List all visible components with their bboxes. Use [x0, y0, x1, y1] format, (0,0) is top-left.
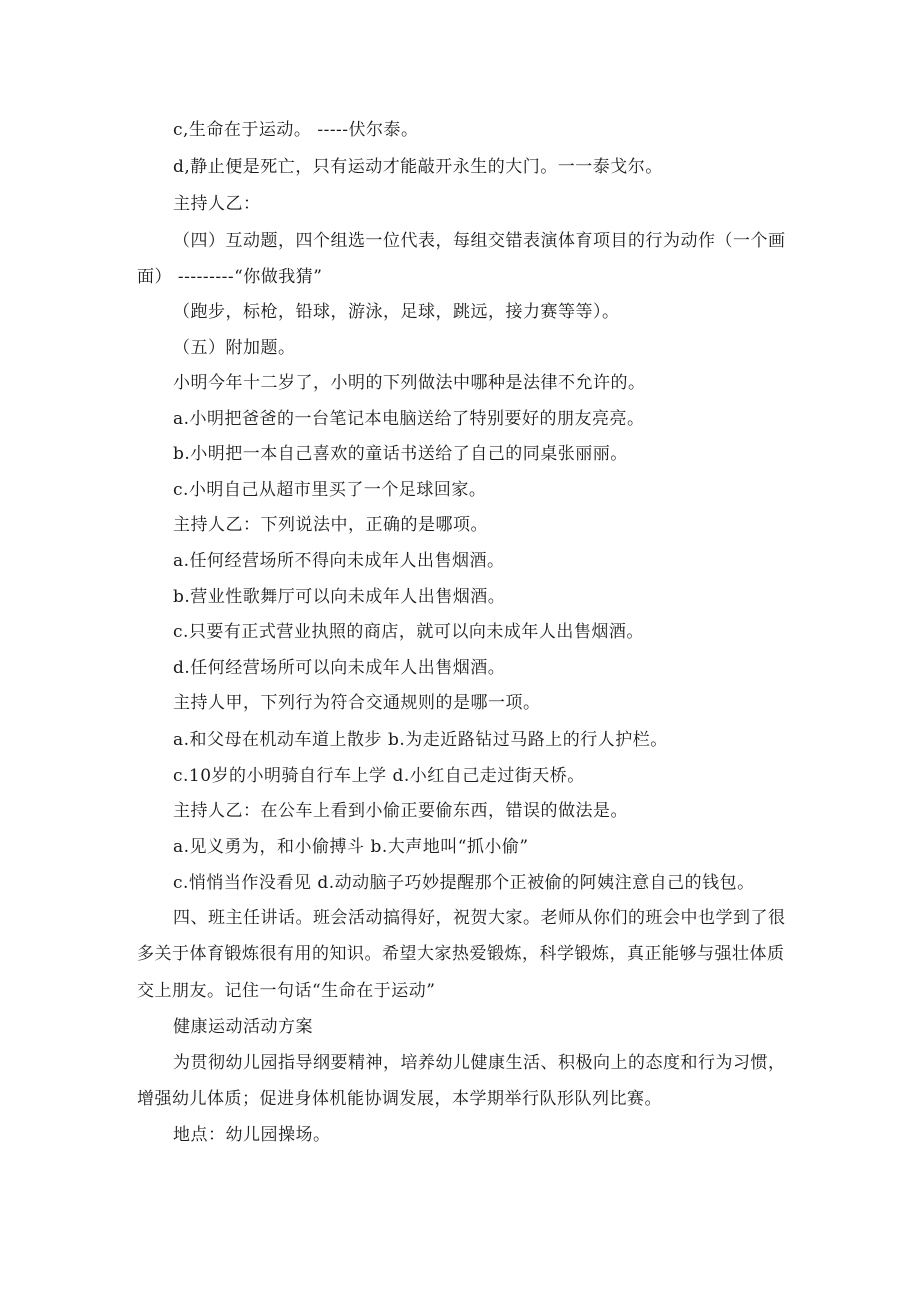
text-line: c.小明自己从超市里买了一个足球回家。 [173, 480, 487, 500]
text-line: c,生命在于运动。 -----伏尔泰。 [173, 120, 419, 140]
text-line: d,静止便是死亡，只有运动才能敲开永生的大门。一一泰戈尔。 [173, 157, 663, 177]
text-line: 四、班主任讲话。班会活动搞得好，祝贺大家。老师从你们的班会中也学到了很 [173, 908, 786, 928]
text-line: c.只要有正式营业执照的商店，就可以向未成年人出售烟酒。 [173, 622, 644, 642]
text-line: 增强幼儿体质；促进身体机能协调发展，本学期举行队形队列比赛。 [137, 1089, 662, 1109]
text-line: d.任何经营场所可以向未成年人出售烟酒。 [173, 658, 506, 678]
section-heading: 健康运动活动方案 [173, 1017, 313, 1037]
text-line: 交上朋友。记住一句话“生命在于运动” [137, 981, 436, 1001]
text-line: a.见义勇为，和小偷搏斗 b.大声地叫“抓小偷” [173, 837, 529, 857]
text-line: a.任何经营场所不得向未成年人出售烟酒。 [173, 551, 505, 571]
text-line: （四）互动题，四个组选一位代表，每组交错表演体育项目的行为动作（一个画 [173, 231, 786, 251]
text-line: 主持人乙：在公车上看到小偷正要偷东西，错误的做法是。 [173, 801, 628, 821]
text-line: 小明今年十二岁了，小明的下列做法中哪种是法律不允许的。 [173, 373, 646, 393]
text-line: 多关于体育锻炼很有用的知识。希望大家热爱锻炼，科学锻炼，真正能够与强壮体质 [137, 944, 785, 964]
text-line: 面） ---------“你做我猜” [137, 267, 323, 287]
text-line: 主持人乙：下列说法中，正确的是哪项。 [173, 515, 488, 535]
text-line: a.和父母在机动车道上散步 b.为走近路钻过马路上的行人护栏。 [173, 730, 668, 750]
text-line: b.营业性歌舞厅可以向未成年人出售烟酒。 [173, 587, 506, 607]
text-line: 主持人乙： [173, 194, 261, 214]
text-line: 为贯彻幼儿园指导纲要精神，培养幼儿健康生活、积极向上的态度和行为习惯， [173, 1053, 786, 1073]
text-line: 主持人甲，下列行为符合交通规则的是哪一项。 [173, 693, 541, 713]
text-line: （跑步，标枪，铅球，游泳，足球，跳远，接力赛等等）。 [173, 302, 620, 322]
text-line: （五）附加题。 [173, 338, 296, 358]
text-line: 地点：幼儿园操场。 [173, 1125, 331, 1145]
text-line: b.小明把一本自己喜欢的童话书送给了自己的同桌张丽丽。 [173, 444, 628, 464]
text-line: c.10岁的小明骑自行车上学 d.小红自己走过街天桥。 [173, 766, 585, 786]
text-line: a.小明把爸爸的一台笔记本电脑送给了特别要好的朋友亮亮。 [173, 409, 645, 429]
text-line: c.悄悄当作没看见 d.动动脑子巧妙提醒那个正被偷的阿姨注意自己的钱包。 [173, 873, 755, 893]
